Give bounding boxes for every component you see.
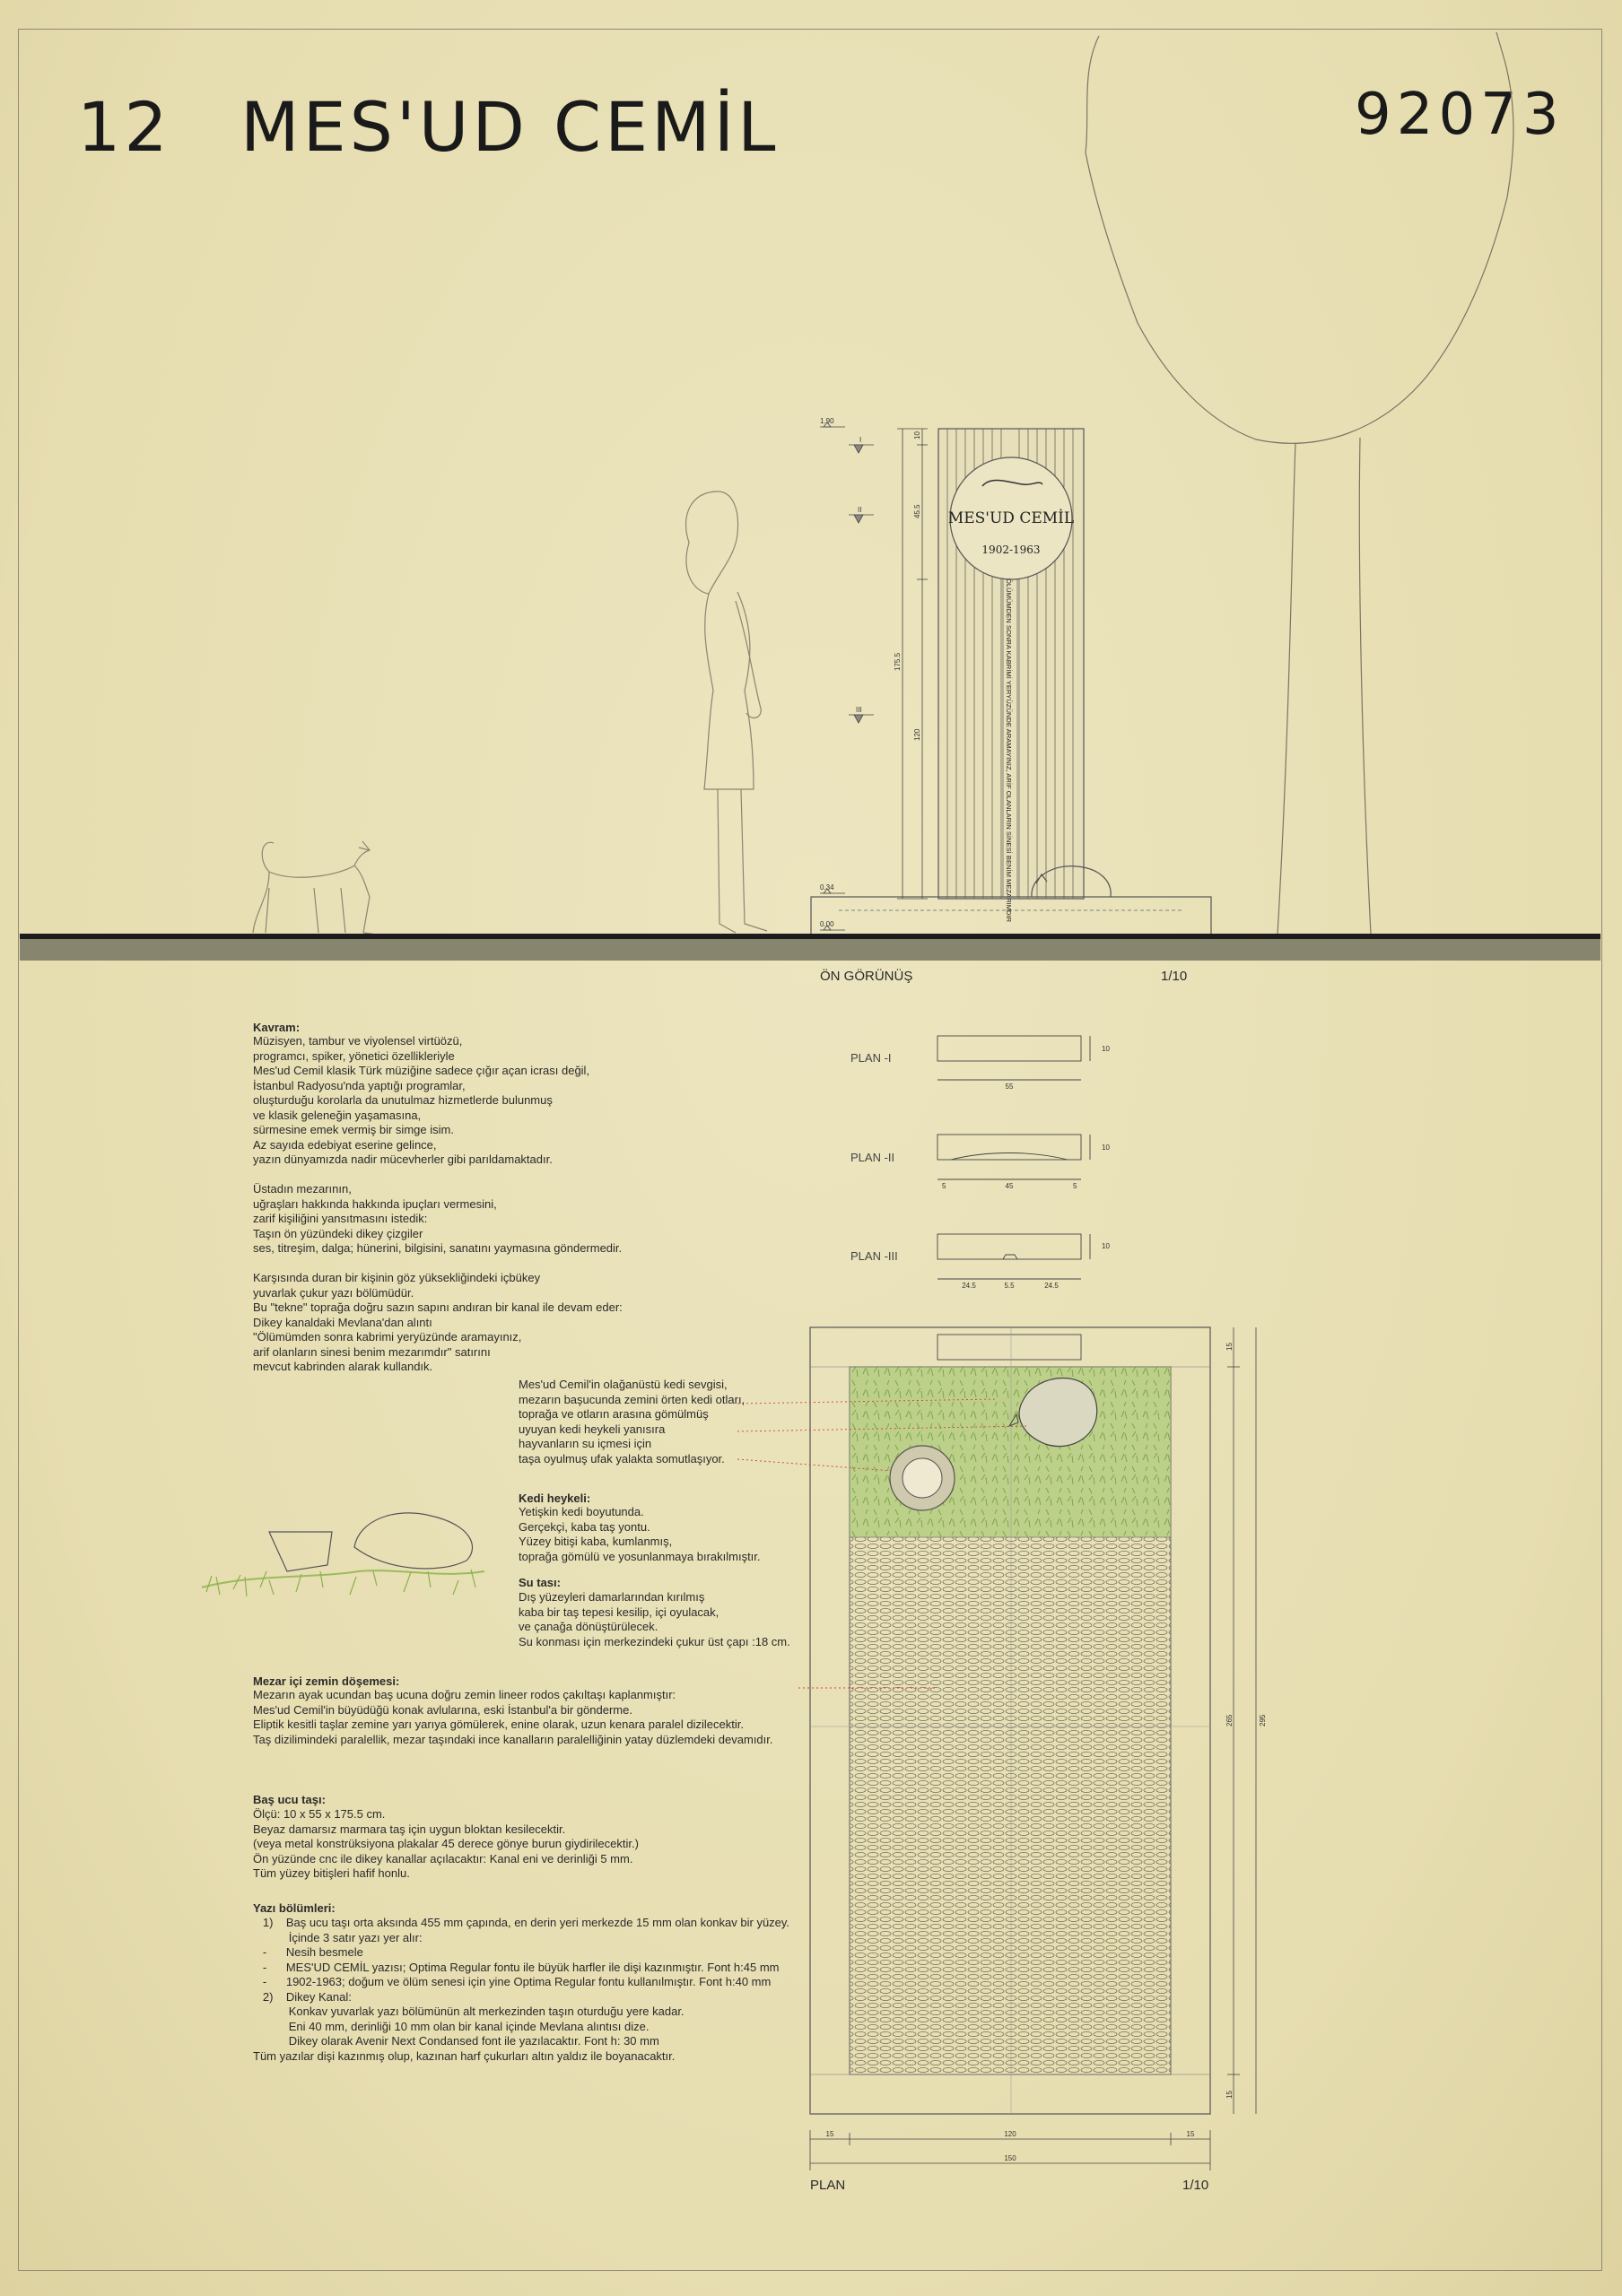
walking-cat-drawing: [253, 841, 377, 935]
yazi-heading: Yazı bölümleri:: [253, 1901, 336, 1915]
sec3-height: 10: [1102, 1242, 1110, 1250]
sec2-part-b: 45: [1005, 1182, 1014, 1190]
marker-iii: III: [856, 706, 862, 714]
grave-plan: [810, 1327, 1210, 2114]
sec1-height: 10: [1102, 1045, 1110, 1053]
kavram-text: Müzisyen, tambur ve viyolensel virtüözü, programcı, spiker, yönetici özellikleriyle Mes'ud Cemil klasik Türk müziğine sadece çığır açan icrası değil, İstanbul Radyosu'nda yaptığı programlar, oluşturduğu korolarla da unutulmaz hizmetlerde bulunmuş ve klasik geleneğin yaşamasına, sürmesine emek vermiş bir simge isim. Az sayıda edebiyat eserine gelince, yazın dünyamızda nadir mücevherler gibi parıldamaktadır. Üstadın mezarının, uğraşları hakkında hakkında ipuçları vermesini, zarif kişiliğini yansıtmasını istedik: Taşın ön yüzündeki dikey çizgiler ses, titreşim, dalga; hünerini, bilgisini, sanatını yaymasına göndermedir. Karşısında duran bir kişinin göz yüksekliğindeki içbükey yuvarlak çukur yazı bölümüdür. Bu "tekne" toprağa doğru sazın sapını andıran bir kanal ile devam eder: Dikey kanaldaki Mevlana'dan alıntı "Ölümümden sonra kabrimi yeryüzünde aramayınız, arif olanların sinesi benim mezarımdır" satırını mevcut kabrinden alarak kullandık.: [253, 1034, 623, 1373]
su-text: Dış yüzeyleri damarlarından kırılmış kaba bir taş tepesi kesilip, içi oyulacak, ve çanağa dönüştürülecek. Su konması için merkezindeki çukur üst çapı :18 cm.: [519, 1590, 790, 1648]
plan-scale: 1/10: [1182, 2178, 1209, 2193]
plan-dim-right: 15: [1186, 2130, 1195, 2138]
plan-i-label: PLAN -I: [850, 1051, 892, 1065]
level-markers: [820, 422, 845, 930]
elevation-scale: 1/10: [1161, 969, 1188, 984]
bas-heading: Baş ucu taşı:: [253, 1793, 326, 1806]
plan-dim-head: 15: [1225, 1343, 1234, 1351]
section-markers: [849, 445, 874, 723]
marker-i: I: [859, 436, 862, 444]
dim-120: 120: [913, 728, 921, 741]
dim-45-5: 45.5: [913, 504, 921, 518]
level-top: 1.90: [820, 417, 834, 425]
sec1-width: 55: [1005, 1083, 1014, 1091]
sec2-height: 10: [1102, 1144, 1110, 1152]
kedi-heading: Kedi heykeli:: [519, 1492, 591, 1505]
dim-10: 10: [913, 431, 921, 439]
sheet-number: 12: [77, 87, 171, 167]
elevation-dimensions: [897, 429, 928, 899]
kedi-text: Yetişkin kedi boyutunda. Gerçekçi, kaba taş yontu. Yüzey bitişi kaba, kumlanmış, toprağa gömülü ve yosunlanmaya bırakılmıştır.: [519, 1505, 761, 1563]
plan-dim-left: 15: [825, 2130, 834, 2138]
plan-dim-total-length: 295: [1259, 1714, 1267, 1726]
kavram-heading: Kavram:: [253, 1021, 301, 1034]
project-code: 92073: [1355, 82, 1565, 148]
human-figure: [686, 491, 767, 933]
plan-label: PLAN: [810, 2178, 846, 2193]
zemin-text: Mezarın ayak ucundan baş ucuna doğru zemin lineer rodos çakıltaşı kaplanmıştır: Mes'ud Cemil'in büyüdüğü konak avlularına, eski İstanbul'a bir gönderme. Eliptik kesitli taşlar zemine yarı yarıya gömülerek, enine olarak, uzun kenara paralel dizilecektir. Taş dizilimindeki paralellik, mezar taşındaki ince kanalların paralelliğinin yatay düzlemdeki devamıdır.: [253, 1688, 773, 1746]
ground-band: [20, 939, 1600, 961]
sec3-part-b: 5.5: [1004, 1282, 1015, 1290]
plan-dim-inner-length: 265: [1225, 1714, 1234, 1726]
zemin-heading: Mezar içi zemin döşemesi:: [253, 1674, 400, 1688]
plan-ii-label: PLAN -II: [850, 1151, 895, 1164]
plan-dim-total: 150: [1004, 2154, 1016, 2162]
vertical-inscription: ÖLÜMÜMDEN SONRA KABRİMİ YERYÜZÜNDE ARAMAYINIZ, ARİF OLANLARIN SİNESİ BENİM MEZARIMDIR: [1005, 578, 1013, 923]
sec2-part-c: 5: [1073, 1182, 1077, 1190]
sheet-title: MES'UD CEMİL: [240, 87, 780, 167]
yazi-text: 1) Baş ucu taşı orta aksında 455 mm çapında, en derin yeri merkezde 15 mm olan konkav bir yüzey. İçinde 3 satır yazı yer alır: - Nesih besmele - MES'UD CEMİL yazısı; Optima Regular fontu ile büyük harfler ile dişi kazınmıştır. Font h:45 mm - 1902-1963; doğum ve ölüm senesi için yine Optima Regular fontu kullanılmıştır. Font h:40 mm 2) Dikey Kanal: Konkav yuvarlak yazı bölümünün alt merkezinden taşın oturduğu yere kadar. Eni 40 mm, derinliği 10 mm olan bir kanal içinde Mevlana alıntısı dize. Dikey olarak Avenir Next Condansed font ile yazılacaktır. Font h: 30 mm Tüm yazılar dişi kazınmış olup, kazınan harf çukurları altın yaldız ile boyanacaktır.: [253, 1916, 790, 2063]
medallion-years: 1902-1963: [981, 544, 1041, 556]
plan-iii-label: PLAN -III: [850, 1249, 898, 1263]
sec3-part-c: 24.5: [1044, 1282, 1059, 1290]
medallion-name: MES'UD CEMİL: [947, 509, 1075, 527]
plan-dim-foot: 15: [1225, 2091, 1234, 2099]
tree-drawing: [1086, 32, 1513, 935]
sec2-part-a: 5: [942, 1182, 946, 1190]
su-heading: Su tası:: [519, 1576, 561, 1589]
elevation-label: ÖN GÖRÜNÜŞ: [820, 969, 913, 984]
level-base: 0.34: [820, 883, 834, 891]
bas-text: Ölçü: 10 x 55 x 175.5 cm. Beyaz damarsız marmara taş için uygun bloktan kesilecektir. (veya metal konstrüksiyona plakalar 45 derece gönye burun giydirilecektir.) Ön yüzünde cnc ile dikey kanallar açılacaktır: Kanal eni ve derinliği 5 mm. Tüm yüzey bitişleri hafif honlu.: [253, 1807, 639, 1880]
cat-love-text: Mes'ud Cemil'in olağanüstü kedi sevgisi, mezarın başucunda zemini örten kedi otları, toprağa ve otların arasına gömülmüş uyuyan kedi heykeli yanısıra hayvanların su içmesi için taşa oyulmuş ufak yalakta somutlaşıyor.: [519, 1378, 746, 1465]
dim-175-5: 175.5: [894, 652, 902, 671]
level-ground: 0.00: [820, 920, 834, 928]
plan-dim-inner: 120: [1004, 2130, 1016, 2138]
marker-ii: II: [858, 506, 862, 514]
cat-and-bowl-sketch: [202, 1513, 484, 1596]
section-plans: [937, 1036, 1090, 1279]
sec3-part-a: 24.5: [962, 1282, 976, 1290]
